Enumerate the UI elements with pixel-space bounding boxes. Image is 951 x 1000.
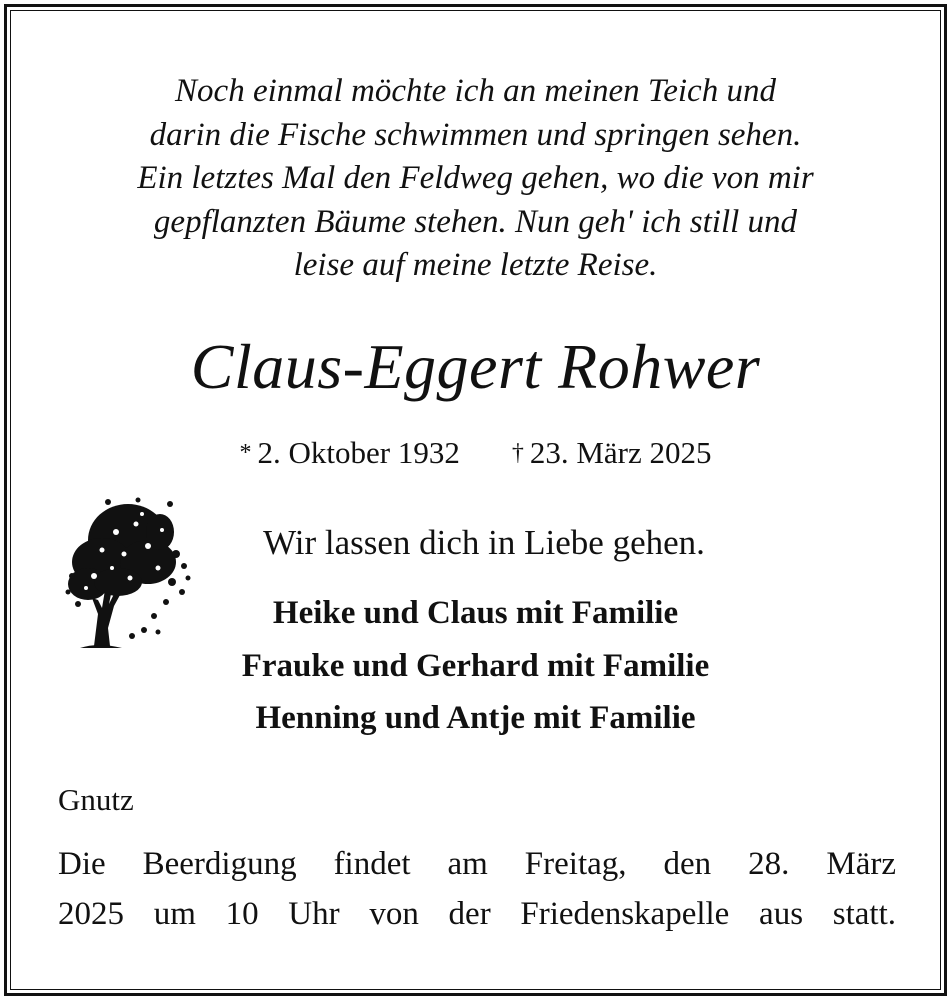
mourner-line: Heike und Claus mit Familie [272, 595, 679, 631]
poem-line: Ein letztes Mal den Feldweg gehen, wo die von mir [137, 160, 814, 196]
motto: Wir lassen dich in Liebe gehen. [263, 523, 705, 562]
poem-line: gepflanzten Bäume stehen. Nun geh' ich still und [153, 203, 798, 240]
death-date: 23. März 2025 [529, 435, 712, 470]
funeral-line: Die Beerdigung findet am Freitag, den 28. März [58, 846, 896, 882]
birth-symbol: * [239, 440, 252, 466]
mourners-list [0, 587, 951, 745]
deceased-name: Claus-Eggert Rohwer [190, 331, 761, 402]
death-symbol: † [511, 440, 524, 466]
poem [80, 70, 871, 288]
place-name: Gnutz [58, 782, 134, 817]
funeral-notice [58, 839, 896, 939]
mourner-line: Frauke und Gerhard mit Familie [241, 647, 710, 684]
funeral-line: 2025 um 10 Uhr von der Friedenskapelle aus statt. [58, 896, 896, 932]
poem-line: Noch einmal möchte ich an meinen Teich und [175, 73, 776, 109]
mourner-line: Henning und Antje mit Familie [255, 700, 696, 736]
life-dates [0, 428, 951, 478]
birth-date: 2. Oktober 1932 [257, 435, 460, 470]
poem-line: leise auf meine letzte Reise. [293, 247, 658, 283]
poem-line: darin die Fische schwimmen und springen sehen. [149, 116, 802, 153]
